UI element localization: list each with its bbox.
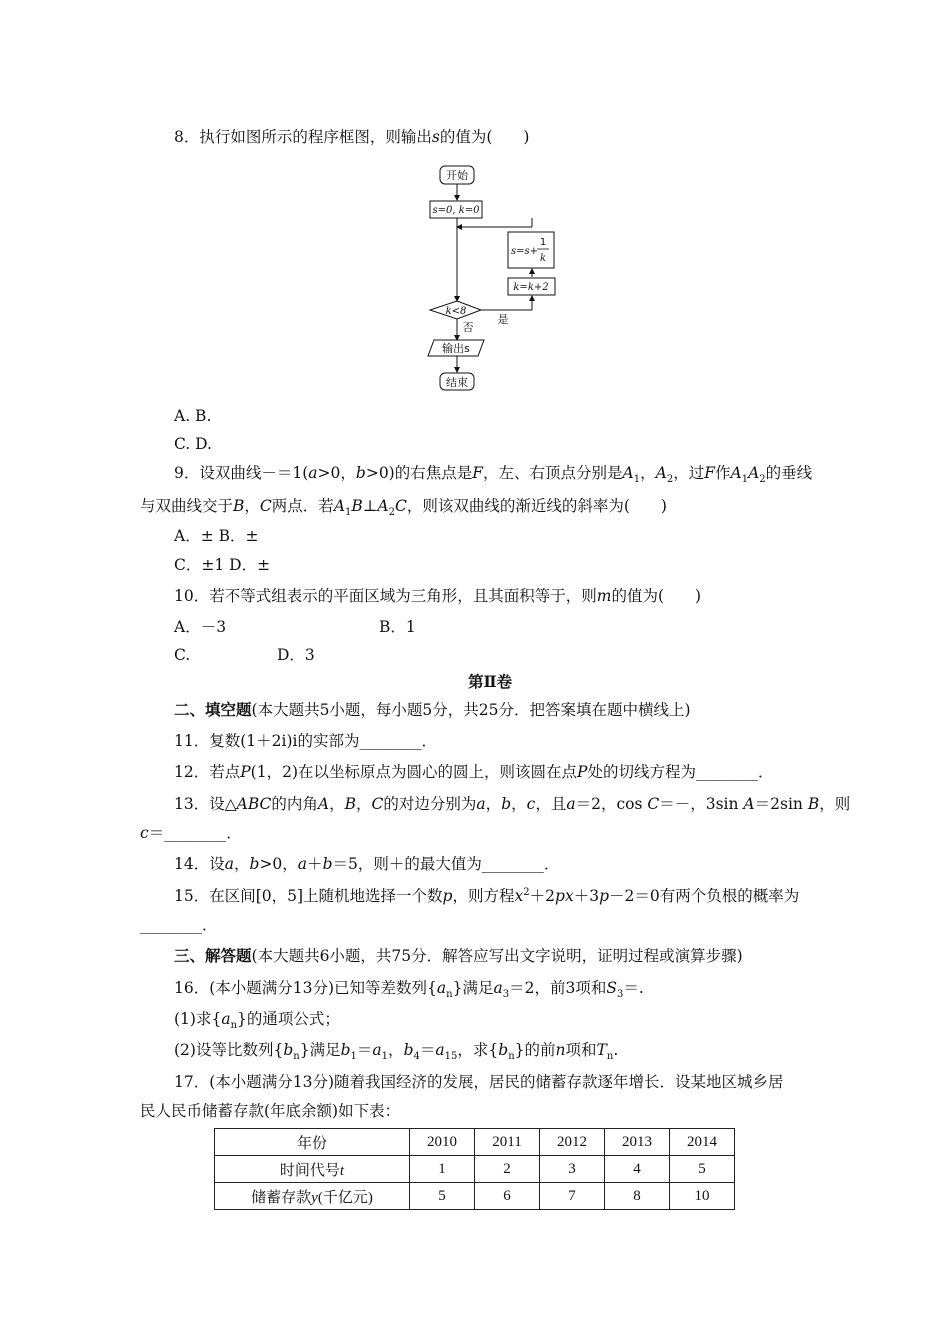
- table-cell: 8: [605, 1183, 670, 1210]
- q10-option-c: C.: [174, 646, 191, 664]
- table-cell: 2014: [670, 1129, 735, 1156]
- init-label: s=0, k=0: [432, 205, 480, 216]
- update-s-numerator: 1: [539, 237, 547, 248]
- end-label: 结束: [446, 376, 468, 389]
- q10-option-a: A．－3: [174, 618, 227, 636]
- table-row: [215, 1183, 735, 1210]
- q12: 12．若点P(1，2)在以坐标原点为圆心的圆上，则该圆在点P处的切线方程为________．: [174, 763, 774, 781]
- q15-line1: 15．在区间[0，5]上随机地选择一个数p，则方程$x^2+2px+3p-2=0$有两个负根的概率为: [174, 886, 800, 905]
- q16-part1: (1)求$\{a_n\}$的通项公式；: [174, 1010, 340, 1032]
- start-label: 开始: [446, 169, 468, 182]
- yes-label: 是: [497, 313, 509, 326]
- output-label: 输出s: [442, 342, 470, 355]
- table-cell: 3: [540, 1156, 605, 1183]
- q13-line2: c＝________．: [140, 824, 242, 842]
- table-cell: 5: [670, 1156, 735, 1183]
- table-cell: 10: [670, 1183, 735, 1210]
- condition-label: k<8: [445, 306, 467, 317]
- q8-options-ab: A. B.: [174, 407, 212, 425]
- table-cell: 2011: [475, 1129, 540, 1156]
- table-cell: 7: [540, 1183, 605, 1210]
- q9-options-cd: C．±1 D．±: [174, 556, 271, 574]
- table-cell: 2010: [410, 1129, 475, 1156]
- row-label-time-code: 时间代号t: [215, 1156, 410, 1183]
- q11: 11．复数(1＋2i)i的实部为________．: [174, 732, 437, 750]
- q8-stem: 8．执行如图所示的程序框图，则输出s的值为( ): [174, 128, 530, 146]
- program-flowchart: [410, 160, 590, 395]
- q10-stem: 10．若不等式组表示的平面区域为三角形，且其面积等于，则m的值为( ): [174, 587, 702, 605]
- q13-line1: 13．设△ABC的内角A，B，C的对边分别为a，b，c，且a＝2，cos C＝－，3sin A＝2sin B，则: [174, 795, 851, 813]
- savings-table: [214, 1128, 735, 1210]
- q9-options-ab: A．± B．±: [174, 527, 259, 545]
- q14: 14．设a，b>0，a＋b＝5，则＋的最大值为________．: [174, 855, 560, 873]
- q17-line2: 民人民币储蓄存款(年底余额)如下表：: [140, 1102, 401, 1120]
- table-cell: 2012: [540, 1129, 605, 1156]
- table-row: [215, 1156, 735, 1183]
- q15-line2: ________．: [140, 916, 218, 934]
- update-s-denominator: k: [539, 253, 547, 264]
- table-cell: 1: [410, 1156, 475, 1183]
- q9-stem-line2: 与双曲线交于B，C两点．若$A_1B\perp A_2C$，则该双曲线的渐近线的斜率为( ): [140, 497, 667, 519]
- row-label-savings: 储蓄存款y(千亿元): [215, 1183, 410, 1210]
- table-cell: 2013: [605, 1129, 670, 1156]
- q10-option-d: D．3: [277, 646, 315, 664]
- row-label-year: 年份: [215, 1129, 410, 1156]
- update-k-label: k=k+2: [513, 282, 549, 293]
- q16-stem: 16．(本小题满分13分)已知等差数列$\{a_n\}$满足$a_3=2$，前3项和$S_3=$.: [174, 979, 644, 1001]
- q16-part2: (2)设等比数列$\{b_n\}$满足$b_1=a_1$，$b_4=a_{15}$，求$\{b_n\}$的前n项和$T_n$.: [174, 1041, 619, 1063]
- section2-heading: 二、填空题(本大题共5小题，每小题5分，共25分．把答案填在题中横线上): [174, 700, 691, 719]
- q10-option-b: B．1: [379, 618, 416, 636]
- q8-options-cd: C. D.: [174, 435, 212, 453]
- table-cell: 2: [475, 1156, 540, 1183]
- table-cell: 4: [605, 1156, 670, 1183]
- table-row: [215, 1129, 735, 1156]
- q17-line1: 17．(本小题满分13分)随着我国经济的发展，居民的储蓄存款逐年增长．设某地区城乡居: [174, 1073, 784, 1091]
- section3-heading: 三、解答题(本大题共6小题，共75分．解答应写出文字说明，证明过程或演算步骤): [174, 946, 743, 965]
- no-label: 否: [462, 321, 474, 334]
- part2-title: 第Ⅱ卷: [468, 672, 513, 691]
- table-cell: 6: [475, 1183, 540, 1210]
- q9-stem-line1: 9．设双曲线－＝1(a>0，b>0)的右焦点是F，左、右顶点分别是$A_1$，$A_2$，过F作$A_1A_2$的垂线: [174, 464, 813, 486]
- update-s-lhs: s=s+: [511, 246, 539, 257]
- table-cell: 5: [410, 1183, 475, 1210]
